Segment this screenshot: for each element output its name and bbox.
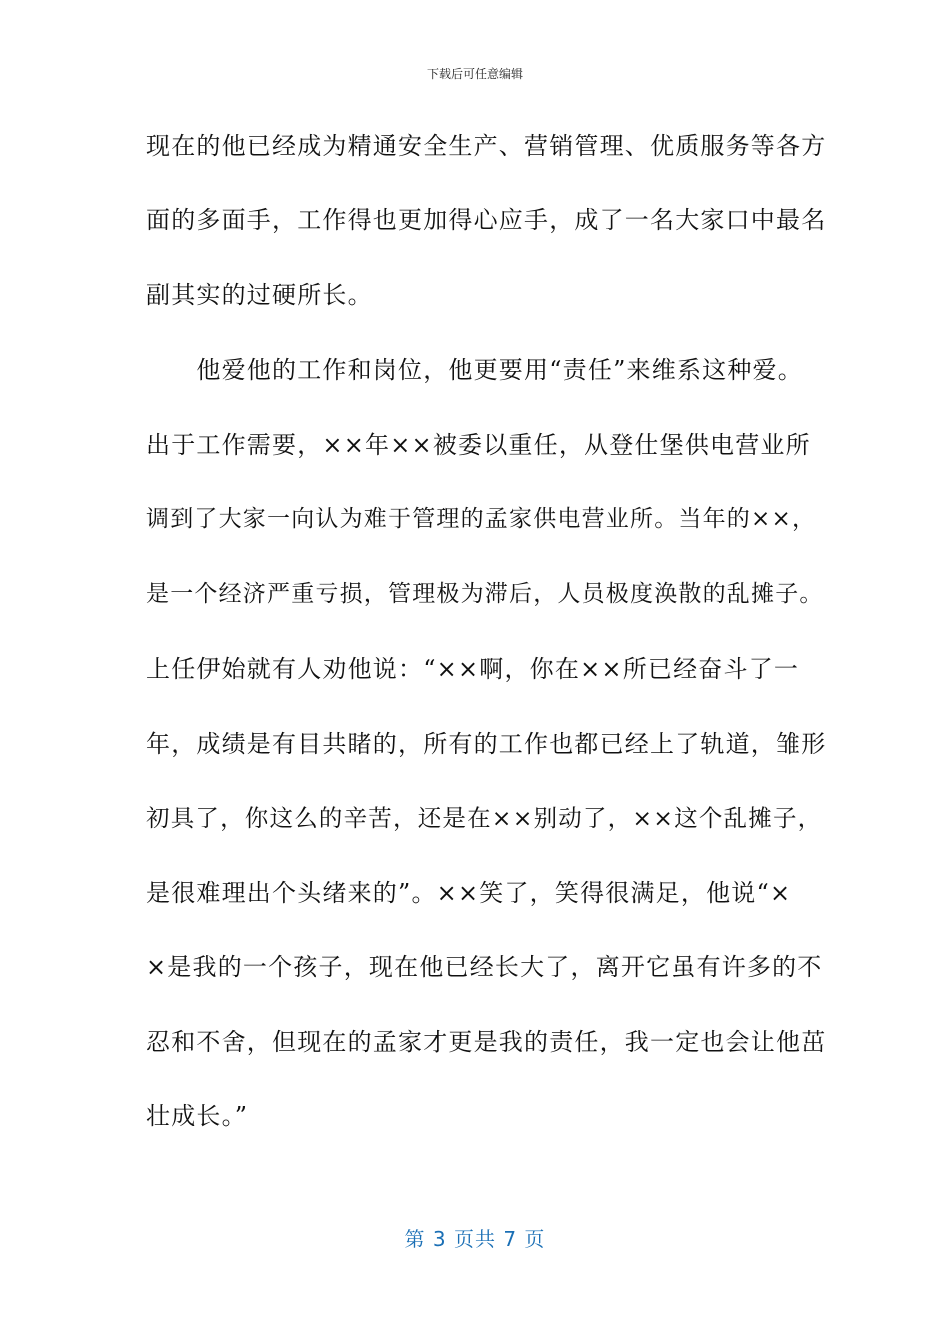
text-line: ×是我的一个孩子，现在他已经长大了，离开它虽有许多的不	[146, 953, 823, 981]
text-line: 上任伊始就有人劝他说：“××啊，你在××所已经奋斗了一	[146, 655, 800, 683]
page-number-footer: 第 3 页共 7 页	[404, 1227, 546, 1251]
text-line: 副其实的过硬所长。	[146, 281, 373, 309]
text-line: 忍和不舍，但现在的孟家才更是我的责任，我一定也会让他茁	[146, 1028, 827, 1056]
text-line: 是很难理出个头绪来的”。××笑了，笑得很满足，他说“×	[146, 879, 792, 907]
text-line: 壮成长。”	[146, 1102, 249, 1130]
text-line: 初具了，你这么的辛苦，还是在××别动了，××这个乱摊子，	[146, 804, 823, 832]
text-line: 面的多面手，工作得也更加得心应手，成了一名大家口中最名	[146, 206, 827, 234]
text-line: 现在的他已经成为精通安全生产、营销管理、优质服务等各方	[146, 132, 827, 160]
text-line: 他爱他的工作和岗位，他更要用“责任”来维系这种爱。	[146, 356, 803, 384]
text-line: 出于工作需要，××年××被委以重任，从登仕堡供电营业所	[146, 431, 811, 459]
text-line: 年，成绩是有目共睹的，所有的工作也都已经上了轨道，雏形	[146, 730, 827, 758]
text-line: 调到了大家一向认为难于管理的孟家供电营业所。当年的××，	[146, 506, 817, 532]
text-line: 是一个经济严重亏损，管理极为滞后，人员极度涣散的乱摊子。	[146, 581, 824, 607]
page-header: 下载后可任意编辑	[426, 67, 523, 81]
